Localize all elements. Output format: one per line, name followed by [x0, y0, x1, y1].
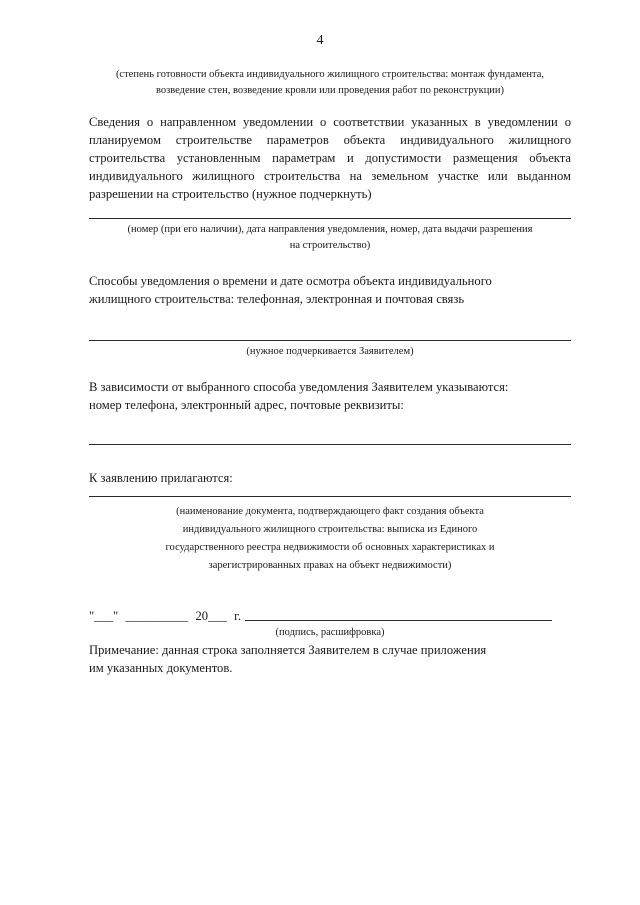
remark-line-2: им указанных документов.	[89, 661, 233, 675]
contact-details-field-line[interactable]	[89, 444, 571, 445]
readiness-note-line-2: возведение стен, возведение кровли или проведения работ по реконструкции)	[155, 85, 505, 96]
date-day-blank[interactable]: ___	[94, 609, 114, 623]
number-note-line-1: (номер (при его наличии), дата направления уведомления, номер, дата выдачи разрешения	[127, 224, 533, 235]
contact-details-text	[89, 378, 571, 414]
signature-field-line[interactable]	[245, 620, 552, 621]
remark-line-1: Примечание: данная строка заполняется Заявителем в случае приложения	[89, 643, 487, 657]
date-year-suffix: г.	[234, 609, 242, 623]
date-open-quote: "	[89, 609, 95, 623]
notification-methods-line-1: Способы уведомления о времени и дате осмотра объекта индивидуального	[89, 274, 492, 288]
contact-details-line-1: В зависимости от выбранного способа уведомления Заявителем указываются:	[89, 380, 509, 394]
date-close-quote: "	[113, 609, 119, 623]
document-note	[89, 503, 571, 575]
number-note-line-2: на строительство)	[289, 240, 371, 251]
method-choice-field-line[interactable]	[89, 340, 571, 341]
attachments-field-line[interactable]	[89, 496, 571, 497]
document-note-line-3: государственного реестра недвижимости об основных характеристиках и	[165, 542, 495, 553]
readiness-note-line-1: (степень готовности объекта индивидуального жилищного строительства: монтаж фундамента,	[115, 69, 545, 80]
document-note-line-4: зарегистрированных правах на объект недвижимости)	[208, 560, 452, 571]
date-year-prefix: 20	[195, 609, 209, 623]
number-note	[89, 222, 571, 254]
readiness-note	[80, 67, 580, 99]
notification-info-line-2: планируемом строительстве параметров объекта индивидуального жилищного	[89, 133, 571, 147]
notification-info-line-1: Сведения о направленном уведомлении о соответствии указанных в уведомлении о	[89, 115, 571, 129]
date-signature-line	[89, 607, 571, 625]
date-month-blank[interactable]: __________	[125, 609, 189, 623]
notification-info-line-4: индивидуального жилищного строительства на земельном участке или выданном	[89, 169, 571, 183]
notification-number-field-line[interactable]	[89, 218, 571, 219]
underline-note: (нужное подчеркивается Заявителем)	[246, 346, 414, 357]
signature-note: (подпись, расшифровка)	[275, 627, 385, 638]
notification-info-line-5: разрешении на строительство (нужное подчеркнуть)	[89, 187, 372, 201]
attachments-label: К заявлению прилагаются:	[89, 471, 233, 485]
date-year-blank[interactable]: ___	[208, 609, 227, 623]
document-note-line-1: (наименование документа, подтверждающего факт создания объекта	[176, 506, 484, 517]
notification-info-line-3: строительства установленным параметрам и допустимости размещения объекта	[89, 151, 571, 165]
notification-methods	[89, 272, 571, 308]
notification-info-paragraph	[89, 113, 571, 203]
remark	[89, 641, 571, 677]
document-note-line-2: индивидуального жилищного строительства: выписка из Единого	[182, 524, 478, 535]
contact-details-line-2: номер телефона, электронный адрес, почтовые реквизиты:	[89, 398, 404, 412]
page-number: 4	[316, 33, 324, 48]
notification-methods-line-2: жилищного строительства: телефонная, электронная и почтовая связь	[89, 292, 465, 306]
